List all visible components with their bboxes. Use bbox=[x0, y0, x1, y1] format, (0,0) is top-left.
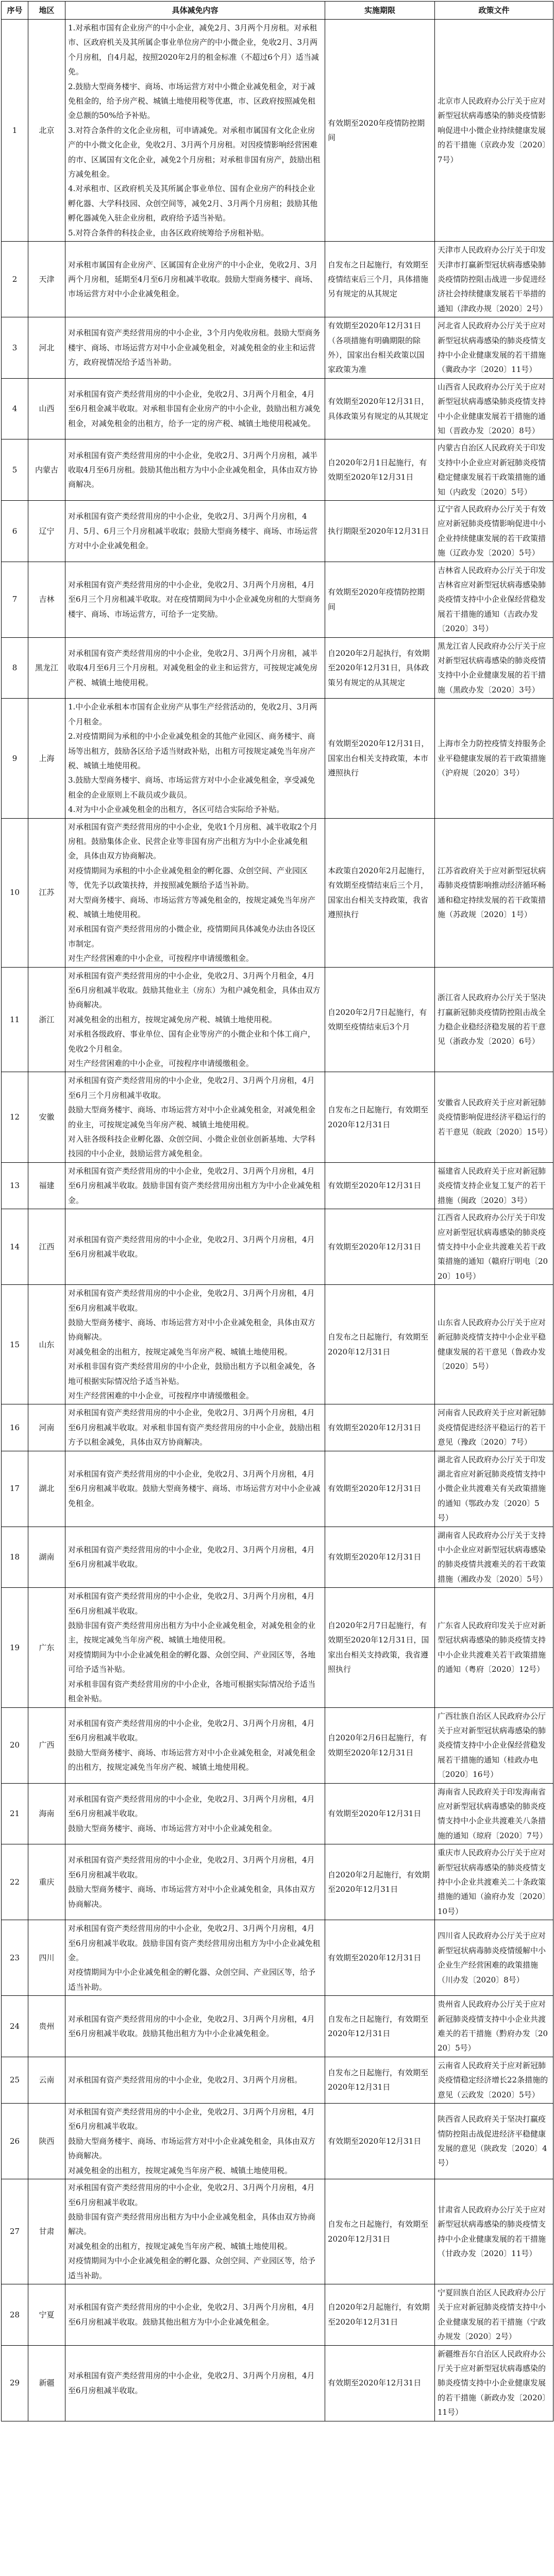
row-document: 广东省人民政府印发关于应对新型冠状病毒感染的肺炎疫情支持中小企业共渡难关若干政策措施的通知（粤府〔2020〕12号） bbox=[435, 1588, 553, 1707]
content-paragraph: 对疫情期间为承租的中小企业减免租金的孵化器、众创空间、产业园区等，优先予以政策扶持，并按照减免额给予适当补助。 bbox=[68, 866, 308, 890]
row-serial-number: 6 bbox=[2, 501, 28, 562]
content-paragraph: 鼓励大型商务楼宇、商场、市场运营方对中小企业减免租金，具体由双方协商解决。 bbox=[68, 1885, 316, 1909]
row-period: 有效期至2020年12月31日 bbox=[325, 1451, 435, 1527]
content-paragraph: 对承租国有资产类经营用房的中小企业，免收2月、3月两个月房租。 bbox=[68, 2075, 303, 2085]
row-content bbox=[65, 1527, 325, 1588]
row-region: 甘肃 bbox=[28, 2179, 65, 2284]
content-paragraph: 5.对符合条件的科技企业，由各区政府统筹给予房租补贴。 bbox=[68, 228, 269, 238]
content-paragraph: 对大型商务楼宇、商场、市场运营方等减免租金的，按规定减免当年房产税、城镇土地使用税。 bbox=[68, 895, 316, 919]
row-document: 江苏省政府关于应对新型冠状病毒肺炎疫情影响推动经济循环畅通和稳定持续发展的若干政策措施（苏政规〔2020〕1号） bbox=[435, 818, 553, 967]
table-row bbox=[2, 967, 553, 1072]
row-document: 北京市人民政府办公厅关于应对新型冠状病毒感染的肺炎疫情影响促进中小微企业持续健康发展的若干措施（京政办发〔2020〕7号） bbox=[435, 20, 553, 242]
content-paragraph: 对承租国有资产类经营用房的中小企业，免收2月、3月两个月房租，4月至6月房租减半收取。鼓励其他出租方为中小企业减免租金。 bbox=[68, 2302, 315, 2327]
header-serial-number: 序号 bbox=[2, 2, 28, 20]
row-region: 贵州 bbox=[28, 1996, 65, 2057]
content-paragraph: 对承租国有资产类经营用房的中小企业，免收2月、3月两个月租金，4月至6月房租减半收取。鼓励其他业主（房东）为租户减免租金，具体由双方协商解决。 bbox=[68, 971, 321, 1010]
row-document: 上海市全力防控疫情支持服务企业平稳健康发展的若干政策措施（沪府规〔2020〕3号） bbox=[435, 699, 553, 818]
header-region: 地区 bbox=[28, 2, 65, 20]
table-row bbox=[2, 378, 553, 439]
row-region: 湖北 bbox=[28, 1451, 65, 1527]
header-content: 具体减免内容 bbox=[65, 2, 325, 20]
row-region: 北京 bbox=[28, 20, 65, 242]
content-paragraph: 对承租国有资产类经营用房的中小企业，免收2月、3月两个月房租，4月至6月房租减半收取。 bbox=[68, 1289, 315, 1313]
row-serial-number: 20 bbox=[2, 1707, 28, 1783]
row-document: 重庆市人民政府办公厅关于应对新型冠状病毒感染的肺炎疫情支持中小企业共渡难关二十条政策措施的通知（渝府办发〔2020〕10号） bbox=[435, 1844, 553, 1920]
row-serial-number: 29 bbox=[2, 2345, 28, 2421]
row-serial-number: 3 bbox=[2, 317, 28, 379]
row-serial-number: 16 bbox=[2, 1404, 28, 1451]
content-paragraph: 对承租非国有资产类经营用房的中小企业，各地可根据实际情况给予适当租金补贴。 bbox=[68, 1679, 316, 1704]
row-serial-number: 10 bbox=[2, 818, 28, 967]
row-region: 江西 bbox=[28, 1209, 65, 1285]
row-period: 有效期至2020年12月31日 bbox=[325, 2345, 435, 2421]
row-period: 执行期限至2020年12月31日 bbox=[325, 501, 435, 562]
row-period: 自发布之日起施行，有效期至2020年12月31日 bbox=[325, 2179, 435, 2284]
row-region: 陕西 bbox=[28, 2104, 65, 2179]
content-paragraph: 对承租非国有资产类经营用房的中小企业，鼓励出租方予以租金减免，各地可根据实际情况给予适当补贴。 bbox=[68, 1362, 316, 1386]
row-document: 山东省人民政府办公厅关于应对新冠肺炎疫情支持中小企业平稳健康发展的若干意见（鲁政办发〔2020〕5号） bbox=[435, 1285, 553, 1404]
row-content bbox=[65, 967, 325, 1072]
row-serial-number: 23 bbox=[2, 1920, 28, 1996]
row-content bbox=[65, 1844, 325, 1920]
table-row bbox=[2, 2345, 553, 2421]
row-serial-number: 27 bbox=[2, 2179, 28, 2284]
content-paragraph: 对承租国有资产类经营用房的中小企业，免收2月、3月两个月房租，4月至6月房租减半收取。 bbox=[68, 1234, 315, 1259]
row-period: 有效期至2020年12月31日 bbox=[325, 1162, 435, 1209]
row-serial-number: 13 bbox=[2, 1162, 28, 1209]
row-period: 自发布之日起施行，有效期至2020年12月31日 bbox=[325, 1285, 435, 1404]
content-paragraph: 对承租国有资产类经营用房的中小企业，免收2月、3月两个月房租，4月至6月房租减半收取。鼓励大型商务楼宇、商场、市场运营方对中小企业减免租金。 bbox=[68, 1469, 321, 1508]
row-content bbox=[65, 818, 325, 967]
row-period: 有效期至2020年12月31日 bbox=[325, 1920, 435, 1996]
row-document: 甘肃省人民政府办公厅关于应对新型冠状病毒感染的肺炎疫情支持中小企业健康发展的若干措施（甘政办发〔2020〕11号） bbox=[435, 2179, 553, 2284]
row-content bbox=[65, 1920, 325, 1996]
content-paragraph: 对承租国有资产类经营用房的中小企业，免收2月、3月两个月房租，4月至6月房租减半收取。 bbox=[68, 2183, 315, 2207]
row-serial-number: 28 bbox=[2, 2284, 28, 2345]
table-row bbox=[2, 1844, 553, 1920]
row-period: 有效期至2020年12月31日 bbox=[325, 1209, 435, 1285]
content-paragraph: 鼓励大型商务楼宇、商场、市场运营方对中小企业减免租金，具体由双方协商解决。 bbox=[68, 2136, 316, 2161]
content-paragraph: 对承租国有资产类经营用房的中小企业，免收2月、3月两个月房租，减半收取4月至6月房租。鼓励其他出租方为中小企业减免租金，具体由双方协商解决。 bbox=[68, 450, 318, 489]
content-paragraph: 对承租国有资产类经营用房的中小企业，免收2月、3月两个月房租，4月至6月房租减半收取。鼓励其他出租方为中小企业减免租金。 bbox=[68, 2014, 315, 2039]
content-paragraph: 鼓励大型商务楼宇、商场、市场运营方对中小企业减免租金，对减免租金的出租方，按规定减免当年房产税、城镇土地使用税。 bbox=[68, 1748, 316, 1772]
table-body bbox=[2, 20, 553, 2421]
row-document: 湖北省人民政府办公厅关于印发湖北省应对新冠肺炎疫情支持中小微企业共渡难关有关政策措施的通知（鄂政办发〔2020〕5号） bbox=[435, 1451, 553, 1527]
table-row bbox=[2, 637, 553, 699]
row-period: 自2020年2月起施行，有效期至2020年12月31日 bbox=[325, 1844, 435, 1920]
table-row bbox=[2, 1588, 553, 1707]
row-serial-number: 9 bbox=[2, 699, 28, 818]
content-paragraph: 对减免租金的出租方，按规定减免当年房产税、城镇土地使用税。 bbox=[68, 1347, 293, 1357]
row-document: 江西省人民政府办公厅关于印发应对新型冠状病毒感染的肺炎疫情支持中小企业共渡难关若干政策措施的通知（赣府厅明电〔2020〕10号） bbox=[435, 1209, 553, 1285]
row-period: 自发布之日起施行，有效期至2020年12月31日 bbox=[325, 1072, 435, 1162]
content-paragraph: 对承租国有资产类经营用房的中小企业，免收2月、3月两个月房租，4月至6月房租减半收取。鼓励非国有资产类经营用房出租方为中小企业减免租金。 bbox=[68, 1166, 321, 1205]
content-paragraph: 3.对符合条件的文化企业房租，可申请减免。对承租市属国有文化企业房产的中小微文化企业，免收2月、3月两个月房租。对因疫情影响经营困难的市、区属国有文化企业，减免2个月房租；对承租非国有房产，鼓励出租方减免租金。 bbox=[68, 125, 321, 179]
row-serial-number: 1 bbox=[2, 20, 28, 242]
header-row bbox=[2, 2, 553, 20]
row-period: 有效期至2020年12月31日（各项措施有明确期限的除外），国家出台相关政策以国家政策为准 bbox=[325, 317, 435, 379]
row-document: 贵州省人民政府办公厅关于应对新冠肺炎疫情支持中小企业共渡难关的若干措施（黔府办发〔2020〕5号） bbox=[435, 1996, 553, 2057]
row-serial-number: 8 bbox=[2, 637, 28, 699]
row-serial-number: 26 bbox=[2, 2104, 28, 2179]
row-content bbox=[65, 2057, 325, 2103]
row-document: 黑龙江省人民政府办公厅关于应对新型冠状病毒感染的肺炎疫情支持中小企业健康发展的若干措施（黑政办发〔2020〕3号） bbox=[435, 637, 553, 699]
content-paragraph: 对承租国有资产类经营用房的中小企业，免收2月、3月两个月房租，4月、5月、6月三个月房租减半收取；鼓励大型商务楼宇、商场、市场运营方对中小企业减免租金。 bbox=[68, 512, 318, 551]
row-region: 天津 bbox=[28, 242, 65, 317]
row-document: 福建省人民政府关于应对新冠肺炎疫情支持企业复工复产的若干措施（闽政〔2020〕3号） bbox=[435, 1162, 553, 1209]
table-row bbox=[2, 699, 553, 818]
row-document: 安徽省人民政府关于应对新冠肺炎疫情影响促进经济平稳运行的若干意见（皖政〔2020〕15号） bbox=[435, 1072, 553, 1162]
row-content bbox=[65, 439, 325, 501]
row-region: 重庆 bbox=[28, 1844, 65, 1920]
row-content bbox=[65, 317, 325, 379]
row-content bbox=[65, 1588, 325, 1707]
row-content bbox=[65, 2104, 325, 2179]
row-content bbox=[65, 1451, 325, 1527]
row-region: 四川 bbox=[28, 1920, 65, 1996]
content-paragraph: 对疫情期间为中小企业减免租金的孵化器、众创空间、产业园区等，给予适当补助。 bbox=[68, 2256, 316, 2280]
content-paragraph: 对承租市属国有企业房产、区属国有企业房产的中小企业，免收2月、3月两个月房租，延期至4月至6月房租减半收取。鼓励大型商务楼宇、商场、市场运营方对中小企业减免租金。 bbox=[68, 260, 318, 299]
row-serial-number: 4 bbox=[2, 378, 28, 439]
content-paragraph: 鼓励非国有资产类经营用房出租方为中小企业减免租金，对减免租金的业主，按规定减免当年房产税、城镇土地使用税。 bbox=[68, 1621, 316, 1645]
row-document: 宁夏回族自治区人民政府办公厅关于应对新冠肺炎疫情支持中小企业健康发展的若干措施（宁政办规发〔2020〕2号） bbox=[435, 2284, 553, 2345]
content-paragraph: 3.鼓励大型商务楼宇、商场、市场运营方对中小企业减免租金，享受减免租金的企业原则上不裁员或少裁员。 bbox=[68, 775, 315, 800]
row-document: 云南省人民政府关于应对新冠肺炎疫情稳定经济增长22条措施的意见（云政发〔2020〕5号） bbox=[435, 2057, 553, 2103]
table-row bbox=[2, 818, 553, 967]
policy-table bbox=[1, 1, 553, 2421]
table-row bbox=[2, 439, 553, 501]
content-paragraph: 1.中小企业承租本市国有企业房产从事生产经营活动的，免收2月、3月两个月租金。 bbox=[68, 702, 317, 726]
row-document: 辽宁省人民政府办公厅关于有效应对新冠肺炎疫情影响促进中小企业持续健康发展的若干政策措施（辽政办发〔2020〕5号） bbox=[435, 501, 553, 562]
row-period: 有效期至2020年12月31日 bbox=[325, 1404, 435, 1451]
content-paragraph: 对承租国有资产类经营用房的中小企业，免收2月、3月两个月房租，4月至6月三个月房租减半收取。对在疫情期间为中小企业减免房租的大型商务楼宇、商场、市场运营方，可给予一定奖励。 bbox=[68, 580, 321, 619]
content-paragraph: 对入驻各级科技企业孵化器、众创空间、小微企业创业创新基地、大学科技园的中小企业，鼓励运营方减免租金。 bbox=[68, 1134, 316, 1159]
row-serial-number: 11 bbox=[2, 967, 28, 1072]
content-paragraph: 对承租各级政府、事业单位、国有企业等房产的小微企业和个体工商户，免收2个月租金。 bbox=[68, 1029, 316, 1054]
row-region: 黑龙江 bbox=[28, 637, 65, 699]
row-document: 河北省人民政府办公厅关于应对新型冠状病毒感染的肺炎疫情支持中小企业健康发展的若干措施（冀政办字〔2020〕11号） bbox=[435, 317, 553, 379]
row-document: 陕西省人民政府关于坚决打赢疫情防控阻击战促进经济平稳健康发展的意见（陕政发〔2020〕4号） bbox=[435, 2104, 553, 2179]
row-serial-number: 2 bbox=[2, 242, 28, 317]
content-paragraph: 对生产经营困难的中小企业，可按程序申请缓缴租金。 bbox=[68, 1391, 254, 1400]
row-serial-number: 18 bbox=[2, 1527, 28, 1588]
row-serial-number: 7 bbox=[2, 562, 28, 637]
content-paragraph: 对减免租金的出租方，按规定减免当年房产税、城镇土地使用税。 bbox=[68, 2241, 293, 2251]
row-document: 内蒙古自治区人民政府关于印发支持中小企业应对新冠肺炎疫情稳定健康发展若干政策措施的通知（内政发〔2020〕5号） bbox=[435, 439, 553, 501]
table-row bbox=[2, 2057, 553, 2103]
row-region: 海南 bbox=[28, 1783, 65, 1844]
row-period: 自2020年2月7日起施行，有效期至疫情结束后3个月 bbox=[325, 967, 435, 1072]
content-paragraph: 对疫情期间为中小企业减免租金的孵化器、众创空间、产业园区等，各地可给予适当补贴。 bbox=[68, 1650, 316, 1674]
content-paragraph: 鼓励大型商务楼宇、商场、市场运营方对中小企业减免租金，对减免租金的业主，可按规定减免当年房产税、城镇土地使用税。 bbox=[68, 1105, 316, 1129]
content-paragraph: 对生产经营困难的中小企业，可按程序申请缓缴租金。 bbox=[68, 1059, 254, 1069]
row-serial-number: 24 bbox=[2, 1996, 28, 2057]
content-paragraph: 4.对承租市、区政府机关及其所属企事业单位、国有企业房产的科技企业孵化器、大学科技园、众创空间等，减免2月、3月两个月房租；鼓励其他孵化器减免入驻企业房租，政府给予适当补贴。 bbox=[68, 184, 318, 223]
content-paragraph: 鼓励大型商务楼宇、商场、市场运营方对中小企业减免租金。 bbox=[68, 1823, 277, 1833]
content-paragraph: 2.鼓励大型商务楼宇、商场、市场运营方对中小微企业减免租金，对于减免租金的，给予房产税、城镇土地使用税等优惠，市、区政府按照减免租金总额的50%给予补贴。 bbox=[68, 81, 316, 121]
content-paragraph: 对承租国有资产类经营用房的中小企业，免收2月、3月两个月房租，4月至6月房租减半收取。 bbox=[68, 1794, 315, 1819]
content-paragraph: 对承租国有资产类经营用房的中小企业，3个月内免收房租。鼓励大型商务楼宇、商场、市场运营方对中小企业减免租金，对减免租金的业主和运营方，政府视情况给予适当补助。 bbox=[68, 328, 321, 367]
table-row bbox=[2, 2284, 553, 2345]
row-content bbox=[65, 2345, 325, 2421]
table-row bbox=[2, 1527, 553, 1588]
row-document: 河南省人民政府关于应对新冠肺炎疫情促进经济平稳运行的若干意见（豫政〔2020〕7号） bbox=[435, 1404, 553, 1451]
row-content bbox=[65, 1162, 325, 1209]
row-document: 吉林省人民政府办公厅关于印发吉林省应对新型冠状病毒感染肺炎疫情支持中小企业保经营稳发展若干措施的通知（吉政办发〔2020〕3号） bbox=[435, 562, 553, 637]
content-paragraph: 对承租国有资产类经营用房的中小企业，免收2月、3月两个月房租，4月至6月房租减半收取。 bbox=[68, 1718, 315, 1743]
table-row bbox=[2, 317, 553, 379]
row-serial-number: 22 bbox=[2, 1844, 28, 1920]
table-row bbox=[2, 1920, 553, 1996]
table-row bbox=[2, 1162, 553, 1209]
row-region: 内蒙古 bbox=[28, 439, 65, 501]
row-period: 有效期至2020年12月31日 bbox=[325, 1527, 435, 1588]
table-row bbox=[2, 242, 553, 317]
row-serial-number: 12 bbox=[2, 1072, 28, 1162]
row-content bbox=[65, 242, 325, 317]
row-document: 浙江省人民政府办公厅关于坚决打赢新冠肺炎疫情防控阻击战全力稳企业稳经济稳发展的若干意见（浙政办发〔2020〕6号） bbox=[435, 967, 553, 1072]
row-document: 新疆维吾尔自治区人民政府办公厅关于应对新型冠状病毒感染的肺炎疫情支持中小企业健康发展的若干措施（新政办发〔2020〕11号） bbox=[435, 2345, 553, 2421]
table-row bbox=[2, 1783, 553, 1844]
content-paragraph: 对承租国有资产类经营用房的中小企业，免收2月、3月两个月房租，4月至6月房租减半收取。对承租非国有资产类经营用房的中小企业，鼓励出租方予以租金减免，具体由双方协商解决。 bbox=[68, 1408, 321, 1447]
table-row bbox=[2, 2104, 553, 2179]
row-document: 四川省人民政府办公厅关于应对新型冠状病毒肺炎疫情缓解中小企业生产经营困难的政策措施（川办发〔2020〕8号） bbox=[435, 1920, 553, 1996]
content-paragraph: 鼓励非国有资产类经营用房出租方为中小企业减免租金，具体由双方协商解决。 bbox=[68, 2212, 316, 2236]
row-serial-number: 25 bbox=[2, 2057, 28, 2103]
row-serial-number: 17 bbox=[2, 1451, 28, 1527]
row-region: 广东 bbox=[28, 1588, 65, 1707]
content-paragraph: 对承租国有资产类经营用房的中小企业，免收2月、3月两个月房租，4月至6月房租减半收取。 bbox=[68, 2371, 315, 2395]
row-region: 新疆 bbox=[28, 2345, 65, 2421]
row-content bbox=[65, 1996, 325, 2057]
content-paragraph: 1.对承租市国有企业房产的中小企业，减免2月、3月两个月房租。对承租市、区政府机关及其所属企事业单位房产的中小微企业，免收2月、3月两个月房租，自4月起，按照2020年2月的租金标准（不超过6个月）适当减免。 bbox=[68, 23, 319, 77]
content-paragraph: 对承租国有资产类经营用房的中小企业，免收2月、3月两个月租金，4月至6月租金减半收取。对承租非国有企业房产的中小企业，鼓励出租方减免租金，对减免租金的出租方，给予一定的房产税、城镇土地使用税减免。 bbox=[68, 389, 321, 428]
row-region: 宁夏 bbox=[28, 2284, 65, 2345]
content-paragraph: 对减免租金的出租方，按规定减免当年房产税、城镇土地使用税。 bbox=[68, 2165, 293, 2175]
row-period: 自2020年2月7日起施行，有效期至2020年12月31日，国家出台相关支持政策，我省遵照执行 bbox=[325, 1588, 435, 1707]
row-content bbox=[65, 378, 325, 439]
row-period: 本政策自2020年2月起施行，有效期至疫情结束后三个月，国家出台相关支持政策，我省遵照执行 bbox=[325, 818, 435, 967]
table-row bbox=[2, 1404, 553, 1451]
row-content bbox=[65, 1707, 325, 1783]
row-content bbox=[65, 20, 325, 242]
row-content bbox=[65, 1072, 325, 1162]
content-paragraph: 4.对为中小企业减免租金的出租方，各区可结合实际给予补贴。 bbox=[68, 805, 284, 815]
row-content bbox=[65, 1209, 325, 1285]
content-paragraph: 对减免租金的出租方，按规定减免房产税、城镇土地使用税。 bbox=[68, 1014, 277, 1024]
table-row bbox=[2, 2179, 553, 2284]
row-period: 自2020年2月起执行，有效期至2020年12月31日，具体政策另有规定的从其规定 bbox=[325, 637, 435, 699]
row-document: 海南省人民政府关于印发海南省应对新型冠状病毒感染的肺炎疫情支持中小企业共渡难关八条措施的通知（琼府〔2020〕7号） bbox=[435, 1783, 553, 1844]
row-content bbox=[65, 562, 325, 637]
row-period: 有效期至2020年疫情防控期间 bbox=[325, 20, 435, 242]
row-period: 有效期至2020年12月31日 bbox=[325, 2104, 435, 2179]
policy-table-container bbox=[1, 1, 553, 2421]
row-document: 山西省人民政府办公厅关于应对新型冠状病毒感染肺炎疫情支持中小企业健康发展若干措施的通知（晋政办发〔2020〕8号） bbox=[435, 378, 553, 439]
row-region: 吉林 bbox=[28, 562, 65, 637]
table-row bbox=[2, 1451, 553, 1527]
row-content bbox=[65, 2284, 325, 2345]
row-region: 山西 bbox=[28, 378, 65, 439]
table-row bbox=[2, 1209, 553, 1285]
row-content bbox=[65, 699, 325, 818]
row-document: 湖南省人民政府办公厅关于支持中小企业应对新型冠状病毒感染的肺炎疫情共渡难关的若干政策措施（湘政办发〔2020〕5号） bbox=[435, 1527, 553, 1588]
row-region: 河南 bbox=[28, 1404, 65, 1451]
row-period: 自发布之日起施行，有效期至疫情结束后三个月，具体措施另有规定的从其规定 bbox=[325, 242, 435, 317]
row-content bbox=[65, 637, 325, 699]
row-content bbox=[65, 1285, 325, 1404]
row-region: 浙江 bbox=[28, 967, 65, 1072]
content-paragraph: 对承租国有资产类经营用房的中小企业，免收2月、3月两个月房租，4月至6月房租减半收取。 bbox=[68, 2107, 315, 2131]
row-period: 自2020年2月起施行，有效期至2020年12月31日 bbox=[325, 2284, 435, 2345]
row-region: 辽宁 bbox=[28, 501, 65, 562]
row-content bbox=[65, 1404, 325, 1451]
table-row bbox=[2, 1996, 553, 2057]
content-paragraph: 对承租国有资产类经营用房的中小企业，免收2月、3月两个月房租，4月至6月房租减半收取。鼓励非国有资产类经营用房出租方为中小企业减免租金。 bbox=[68, 1924, 321, 1962]
row-serial-number: 21 bbox=[2, 1783, 28, 1844]
table-row bbox=[2, 501, 553, 562]
row-region: 安徽 bbox=[28, 1072, 65, 1162]
row-region: 河北 bbox=[28, 317, 65, 379]
header-document: 政策文件 bbox=[435, 2, 553, 20]
row-region: 江苏 bbox=[28, 818, 65, 967]
row-period: 有效期至2020年12月31日 bbox=[325, 1783, 435, 1844]
content-paragraph: 鼓励大型商务楼宇、商场、市场运营方对中小企业减免租金，具体由双方协商解决。 bbox=[68, 1317, 316, 1342]
row-period: 有效期至2020年12月31日，国家出台相关支持政策，本市遵照执行 bbox=[325, 699, 435, 818]
table-row bbox=[2, 1072, 553, 1162]
row-region: 上海 bbox=[28, 699, 65, 818]
row-region: 广西 bbox=[28, 1707, 65, 1783]
row-content bbox=[65, 501, 325, 562]
row-region: 福建 bbox=[28, 1162, 65, 1209]
row-serial-number: 14 bbox=[2, 1209, 28, 1285]
content-paragraph: 对生产经营困难的中小企业，可按程序申请缓缴租金。 bbox=[68, 954, 254, 963]
header-period: 实施期限 bbox=[325, 2, 435, 20]
table-row bbox=[2, 20, 553, 242]
row-content bbox=[65, 2179, 325, 2284]
row-serial-number: 15 bbox=[2, 1285, 28, 1404]
row-period: 自2020年2月1日起施行，有效期至2020年12月31日 bbox=[325, 439, 435, 501]
table-row bbox=[2, 562, 553, 637]
content-paragraph: 对承租国有资产类经营用房的中小企业，免收2月、3月两个月房租，4月至6月房租减半收取。 bbox=[68, 1591, 315, 1616]
content-paragraph: 对承租国有资产类经营用房的中小企业，免收2月、3月两个月房租，4月至6月三个月房租减半收取。 bbox=[68, 1076, 315, 1100]
row-period: 自发布之日起施行，有效期至2020年12月31日 bbox=[325, 2057, 435, 2103]
row-serial-number: 5 bbox=[2, 439, 28, 501]
row-region: 湖南 bbox=[28, 1527, 65, 1588]
row-period: 有效期至2020年12月31日，具体政策另有规定的从其规定 bbox=[325, 378, 435, 439]
row-period: 自2020年2月6日起施行，有效期至2020年12月31日 bbox=[325, 1707, 435, 1783]
content-paragraph: 对承租国有资产类经营用房的中小企业，免收2月、3月两个月房租，4月至6月房租减半收取。 bbox=[68, 1545, 315, 1569]
row-period: 有效期至2020年疫情防控期间 bbox=[325, 562, 435, 637]
content-paragraph: 对承租国有资产类经营用房的中小企业，免收2月、3月两个月房租，减半收取4月至6月三个月房租。对减免租金的业主和运营方，可按规定减免房产税、城镇土地使用税。 bbox=[68, 648, 318, 687]
row-region: 山东 bbox=[28, 1285, 65, 1404]
row-serial-number: 19 bbox=[2, 1588, 28, 1707]
row-document: 天津市人民政府办公厅关于印发天津市打赢新型冠状病毒感染肺炎疫情防控阻击战进一步促进经济社会持续健康发展若干举措的通知（津政办规〔2020〕2号） bbox=[435, 242, 553, 317]
row-period: 自发布之日起施行，有效期至2020年12月31日 bbox=[325, 1996, 435, 2057]
table-row bbox=[2, 1707, 553, 1783]
content-paragraph: 对承租国有资产类经营用房的中小企业，免收2月、3月两个月房租，4月至6月房租减半收取。 bbox=[68, 1855, 315, 1879]
content-paragraph: 对承租国有资产类经营用房的小微企业，疫情期间具体减免办法由各设区市制定。 bbox=[68, 924, 316, 948]
row-content bbox=[65, 1783, 325, 1844]
content-paragraph: 对疫情期间为中小企业减免租金的孵化器、众创空间、产业园区等，给予适当补助。 bbox=[68, 1968, 316, 1992]
table-row bbox=[2, 1285, 553, 1404]
row-region: 云南 bbox=[28, 2057, 65, 2103]
row-document: 广西壮族自治区人民政府办公厅关于应对新型冠状病毒感染的肺炎疫情支持中小企业保经营稳发展若干措施的通知（桂政办电〔2020〕16号） bbox=[435, 1707, 553, 1783]
content-paragraph: 2.对疫情期间为承租的中小企业减免租金的其他产业园区、商务楼宇、商场等出租方，鼓励各区给予适当财政补贴，出租方可按规定减免当年房产税、城镇土地使用税。 bbox=[68, 732, 316, 770]
content-paragraph: 对承租国有资产类经营用房的中小企业，免收1个月房租、减半收取2个月房租。鼓励集体企业、民营企业等非国有房产出租方为中小企业减免租金，具体由双方协商解决。 bbox=[68, 822, 318, 861]
